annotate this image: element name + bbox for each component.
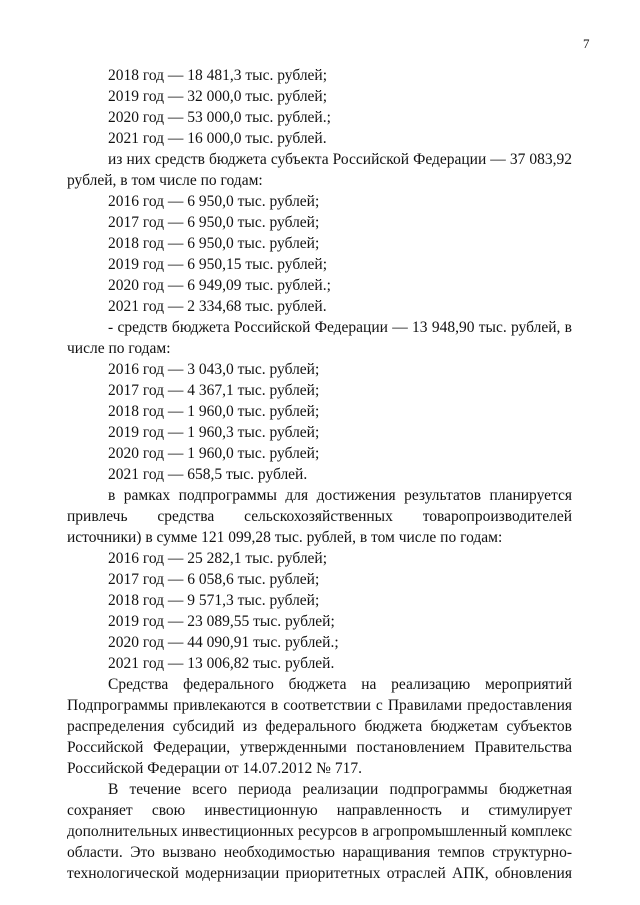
text-line: 2018 год — 18 481,3 тыс. рублей;	[108, 67, 328, 84]
text-line: 2018 год — 1 960,0 тыс. рублей;	[108, 403, 320, 420]
text-line: 2016 год — 3 043,0 тыс. рублей;	[108, 361, 320, 378]
text-line: 2019 год — 6 950,15 тыс. рублей;	[108, 256, 328, 273]
text-line: - средств бюджета Российской Федерации — 13 948,90 тыс. рублей, в	[108, 319, 572, 336]
page-number: 7	[583, 36, 590, 51]
text-line: 2017 год — 6 950,0 тыс. рублей;	[108, 214, 320, 231]
text-line: 2016 год — 25 282,1 тыс. рублей;	[108, 550, 328, 567]
text-line: Подпрограммы привлекаются в соответствии с Правилами предоставления	[67, 697, 572, 714]
text-line: 2019 год — 23 089,55 тыс. рублей;	[108, 613, 335, 630]
text-line: В течение всего периода реализации подпрограммы бюджетная	[108, 781, 572, 798]
text-line: Российской Федерации от 14.07.2012 № 717.	[67, 760, 362, 777]
text-line: в рамках подпрограммы для достижения результатов планируется	[108, 487, 572, 504]
text-line: числе по годам:	[67, 340, 171, 357]
text-line: источники) в сумме 121 099,28 тыс. рублей, в том числе по годам:	[67, 529, 503, 546]
text-line: привлечь средства сельскохозяйственных товаропроизводителей	[67, 508, 572, 525]
text-line: 2021 год — 16 000,0 тыс. рублей.	[108, 130, 327, 147]
text-line: 2021 год — 658,5 тыс. рублей.	[108, 466, 308, 483]
text-line: Средства федерального бюджета на реализацию мероприятий	[108, 676, 572, 693]
text-line: 2017 год — 4 367,1 тыс. рублей;	[108, 382, 320, 399]
text-line: Российской Федерации, утвержденными постановлением Правительства	[67, 739, 572, 756]
text-line: дополнительных инвестиционных ресурсов в агропромышленный комплекс	[67, 823, 572, 840]
text-line: 2021 год — 13 006,82 тыс. рублей.	[108, 655, 335, 672]
text-line: распределения субсидий из федерального бюджета бюджетам субъектов	[67, 718, 572, 735]
text-line: 2020 год — 1 960,0 тыс. рублей;	[108, 445, 320, 462]
text-line: технологической модернизации приоритетных отраслей АПК, обновления	[67, 865, 572, 882]
text-line: 2018 год — 9 571,3 тыс. рублей;	[108, 592, 320, 609]
text-line: из них средств бюджета субъекта Российской Федерации — 37 083,92	[108, 151, 572, 168]
text-line: сохраняет свою инвестиционную направленность и стимулирует	[67, 802, 572, 819]
text-line: 2020 год — 53 000,0 тыс. рублей.;	[108, 109, 331, 126]
text-line: 2020 год — 44 090,91 тыс. рублей.;	[108, 634, 339, 651]
text-line: 2020 год — 6 949,09 тыс. рублей.;	[108, 277, 331, 294]
text-line: области. Это вызвано необходимостью наращивания темпов структурно-	[67, 844, 572, 861]
text-line: 2017 год — 6 058,6 тыс. рублей;	[108, 571, 320, 588]
text-line: 2019 год — 1 960,3 тыс. рублей;	[108, 424, 320, 441]
text-line: 2021 год — 2 334,68 тыс. рублей.	[108, 298, 327, 315]
text-line: 2016 год — 6 950,0 тыс. рублей;	[108, 193, 320, 210]
text-line: рублей, в том числе по годам:	[67, 172, 263, 189]
text-line: 2018 год — 6 950,0 тыс. рублей;	[108, 235, 320, 252]
text-line: 2019 год — 32 000,0 тыс. рублей;	[108, 88, 328, 105]
